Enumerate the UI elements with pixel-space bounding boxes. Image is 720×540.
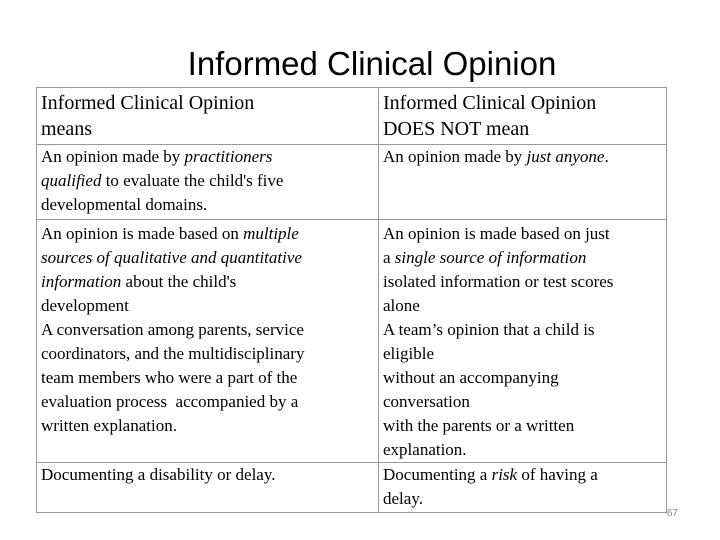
cell-line [41,270,375,294]
cell-text: isolated information or test scores [383,272,614,291]
table-row [37,463,667,513]
cell-means-multiple-sources [37,220,379,463]
cell-line [41,366,375,390]
cell-means-qualified [37,145,379,220]
cell-text: Documenting a disability or delay. [41,465,276,484]
cell-text: with the parents or a written [383,416,575,435]
cell-text: delay. [383,489,423,508]
table-row [37,145,667,220]
comparison-table [36,87,667,513]
cell-line [41,342,375,366]
cell-text-italic: practitioners [184,147,273,166]
cell-line [383,270,663,294]
cell-text: A team’s opinion that a child is [383,320,595,339]
header-means [37,88,379,145]
comparison-table-container [36,87,666,510]
cell-line [41,222,375,246]
cell-line [41,169,375,193]
cell-line [383,342,663,366]
cell-line [383,487,663,511]
header-means-line1: Informed Clinical Opinion [41,92,255,114]
cell-text: coordinators, and the multidisciplinary [41,344,305,363]
cell-line [41,145,375,169]
cell-text: about the child's [121,272,237,291]
cell-text: A conversation among parents, service [41,320,304,339]
cell-text: alone [383,296,420,315]
cell-not-mean-anyone [379,145,667,220]
cell-text-italic: just anyone [526,147,605,166]
cell-text-italic: information [41,272,122,291]
table-header-row [37,88,667,145]
cell-text: of having a [517,465,598,484]
cell-text: development [41,296,129,315]
cell-text-italic: qualified [41,171,102,190]
cell-text: evaluation process accompanied by a [41,392,299,411]
cell-text: without an accompanying [383,368,559,387]
cell-text: Documenting a [383,465,492,484]
cell-line [383,145,663,169]
cell-text-italic: risk [491,465,518,484]
cell-text: An opinion is made based on [41,224,244,243]
cell-line [41,193,375,217]
header-does-not-mean-line1: Informed Clinical Opinion [383,92,597,114]
cell-line [383,366,663,390]
cell-line [383,294,663,318]
cell-text-italic: multiple [243,224,299,243]
cell-text: developmental domains. [41,195,208,214]
cell-line [383,414,663,438]
cell-text: team members who were a part of the [41,368,298,387]
cell-not-mean-documenting-risk [379,463,667,513]
cell-line [41,390,375,414]
cell-text: explanation. [383,440,467,459]
cell-line [41,414,375,438]
header-does-not-mean-line2: DOES NOT mean [383,118,530,140]
cell-text: An opinion made by [383,147,527,166]
header-does-not-mean [379,88,667,145]
table-row [37,220,667,463]
cell-text-italic: sources of qualitative and quantitative [41,248,302,267]
cell-line [41,463,375,487]
cell-text-italic: single source of information [394,248,587,267]
cell-means-documenting-disability [37,463,379,513]
cell-text: a [383,248,395,267]
cell-line [383,438,663,462]
cell-line [383,246,663,270]
header-means-line2: means [41,118,93,140]
page-number: 67 [666,508,678,519]
cell-text: conversation [383,392,470,411]
cell-line [41,246,375,270]
cell-text: . [604,147,609,166]
cell-text: eligible [383,344,434,363]
cell-line [41,294,375,318]
cell-line [41,318,375,342]
cell-text: to evaluate the child's five [101,171,284,190]
cell-text: written explanation. [41,416,177,435]
cell-line [383,390,663,414]
cell-text: An opinion made by [41,147,185,166]
cell-line [383,222,663,246]
cell-text: An opinion is made based on just [383,224,610,243]
cell-not-mean-single-source [379,220,667,463]
cell-line [383,318,663,342]
cell-line [383,463,663,487]
slide-title: Informed Clinical Opinion [187,45,557,82]
